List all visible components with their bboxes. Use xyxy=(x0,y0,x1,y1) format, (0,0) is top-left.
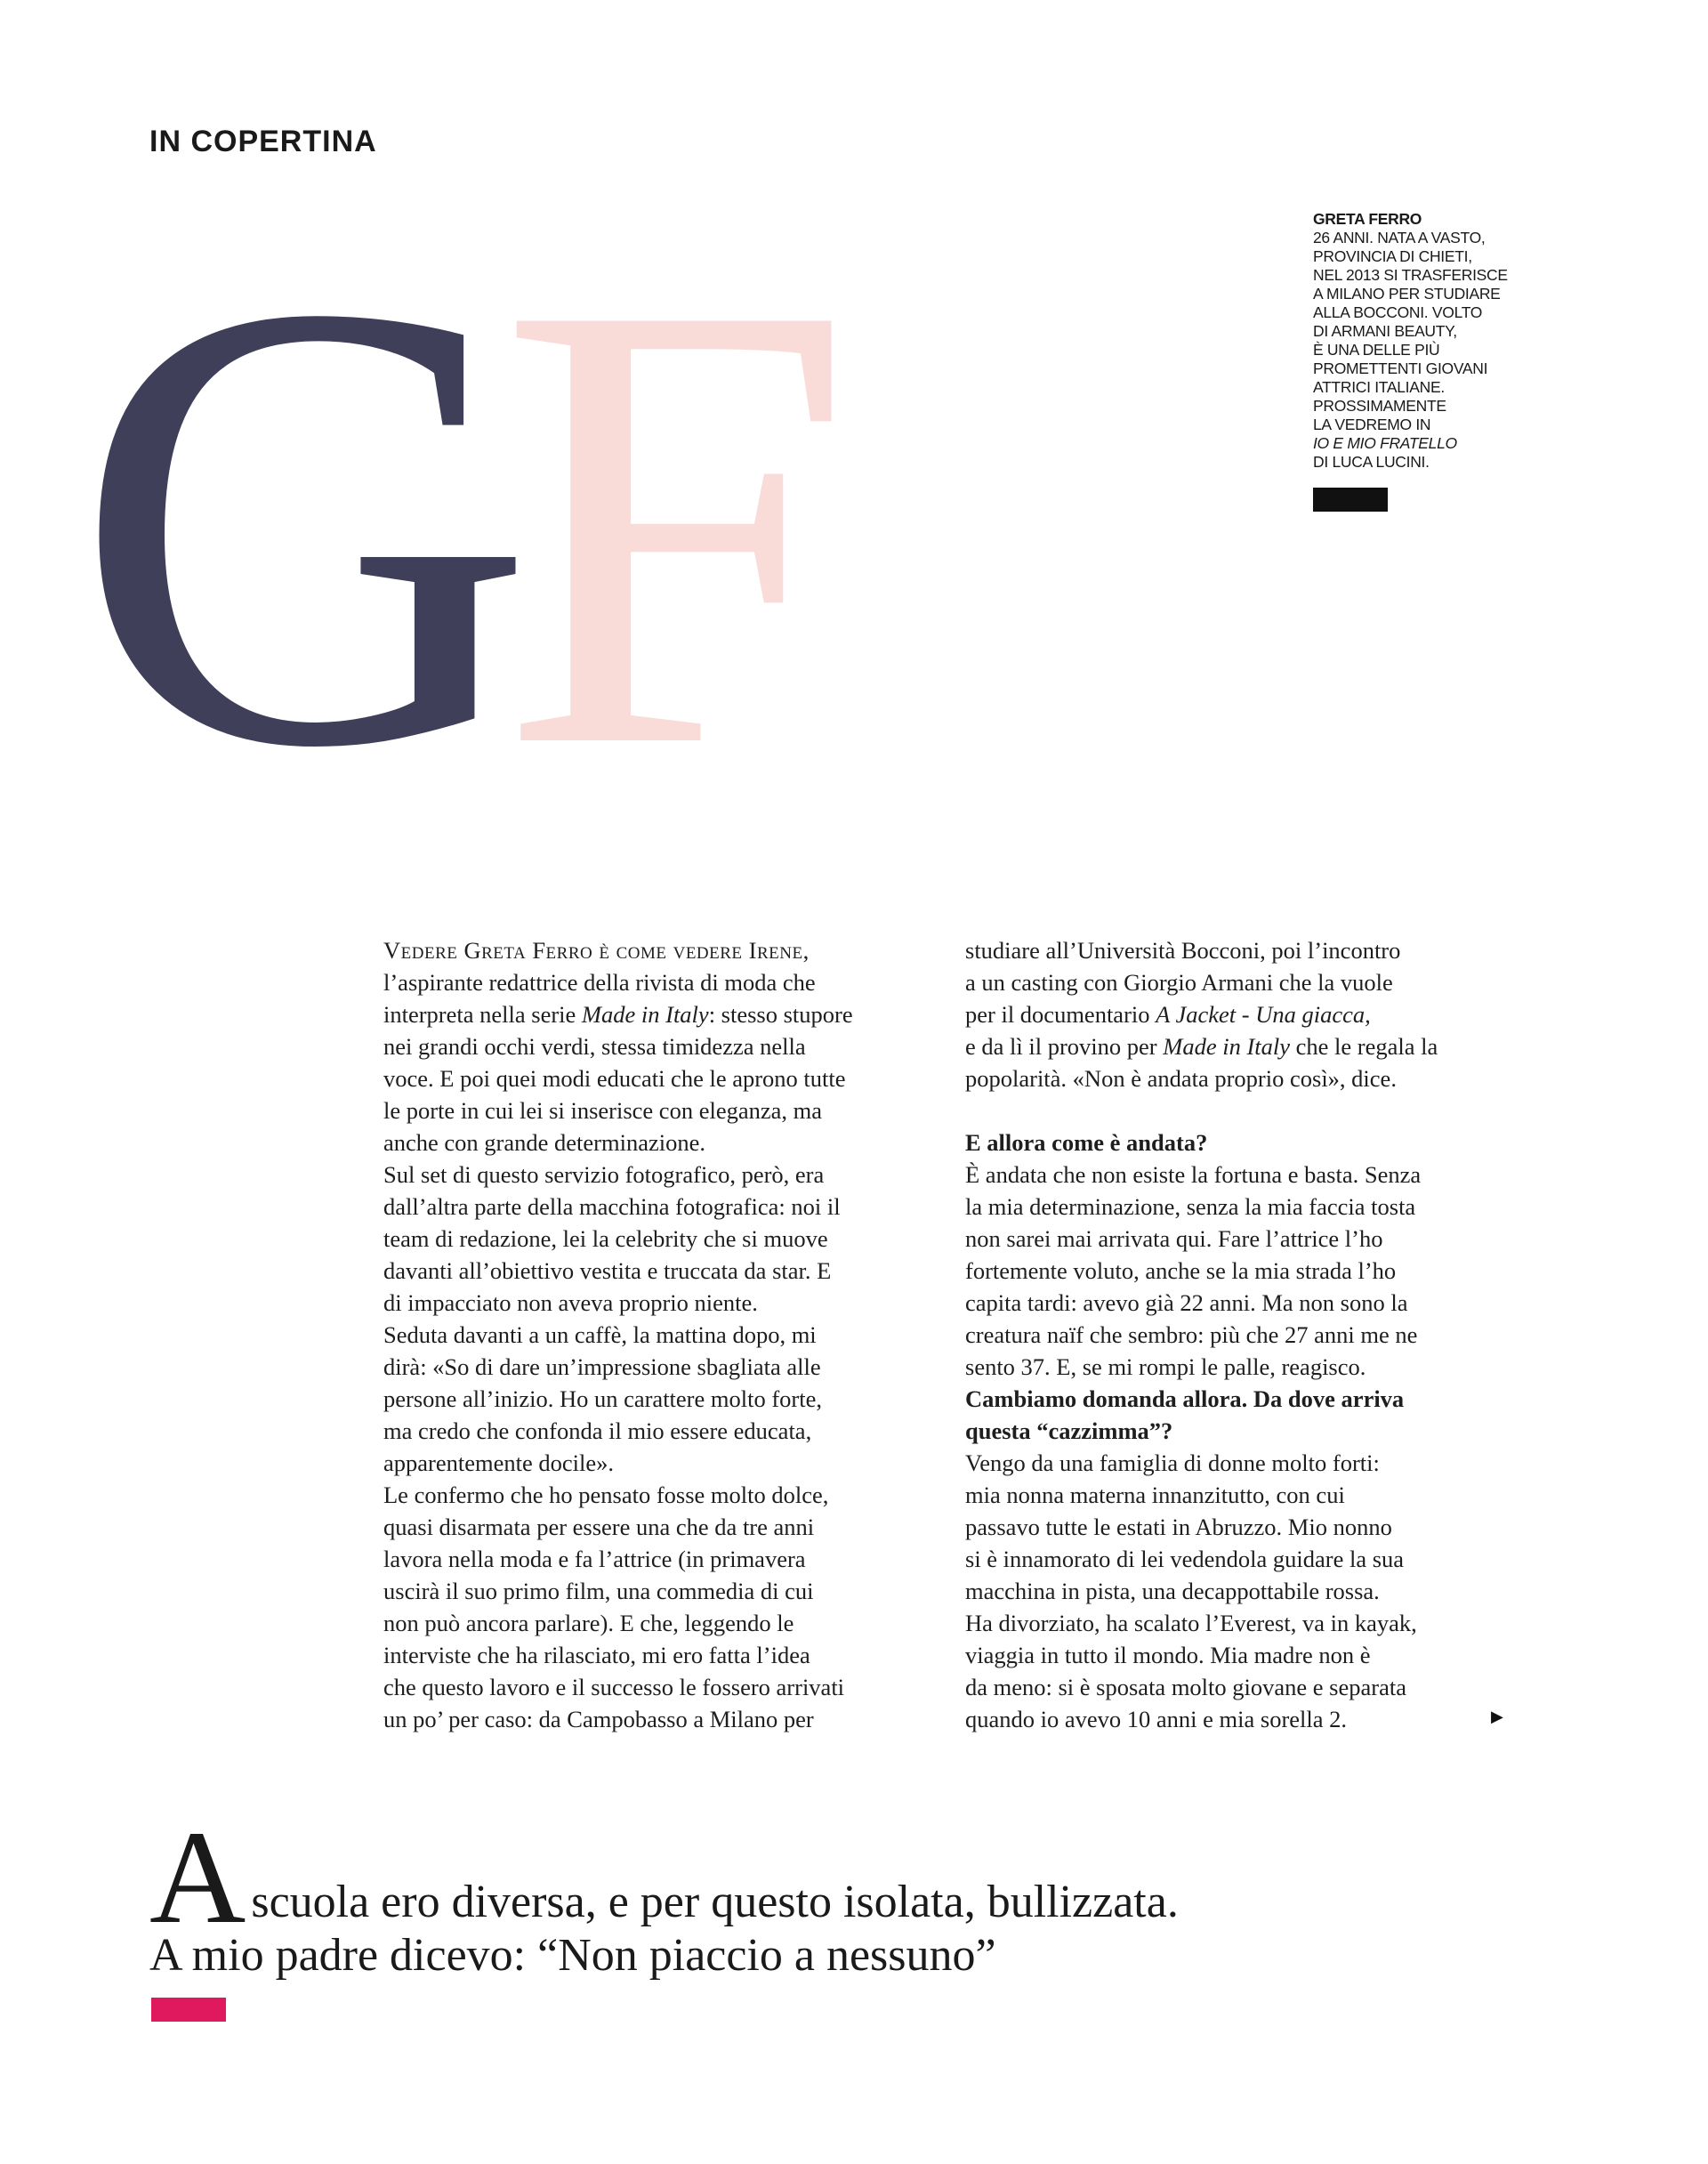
article-line xyxy=(965,998,1517,1030)
profile-line: DI ARMANI BEAUTY, xyxy=(1313,322,1457,340)
gf-monogram xyxy=(0,160,1068,801)
article-lead: Vedere Greta Ferro è come vedere Irene, xyxy=(383,937,810,964)
profile-sidebar xyxy=(1313,210,1527,472)
profile-line: ATTRICI ITALIANE. xyxy=(1313,378,1445,396)
article-line: le porte in cui lei si inserisce con eleganza, ma xyxy=(383,1097,822,1124)
article-text: : stesso stupore xyxy=(708,1001,853,1028)
sidebar-accent-bar xyxy=(1313,488,1388,512)
interview-question xyxy=(965,1383,1517,1415)
article-line: dall’altra parte della macchina fotografica: noi il xyxy=(383,1193,841,1220)
article-line: apparentemente docile». xyxy=(383,1449,614,1476)
article-line: nei grandi occhi verdi, stessa timidezza nella xyxy=(383,1033,806,1060)
article-line: popolarità. «Non è andata proprio così», dice. xyxy=(965,1065,1397,1092)
article-line: dirà: «So di dare un’impressione sbagliata alle xyxy=(383,1353,821,1380)
profile-line: PROSSIMAMENTE xyxy=(1313,397,1446,415)
article-line xyxy=(965,1030,1517,1062)
article-line: l’aspirante redattrice della rivista di moda che xyxy=(383,969,816,996)
article-text: per il documentario xyxy=(965,1001,1156,1028)
article-line: quando io avevo 10 anni e mia sorella 2. xyxy=(965,1706,1348,1732)
article-text: che le regala la xyxy=(1290,1033,1438,1060)
article-line: lavora nella moda e fa l’attrice (in primavera xyxy=(383,1546,806,1572)
article-line: un po’ per caso: da Campobasso a Milano per xyxy=(383,1706,814,1732)
article-line: team di redazione, lei la celebrity che si muove xyxy=(383,1225,828,1252)
section-label: IN COPERTINA xyxy=(149,125,377,158)
article-line: fortemente voluto, anche se la mia strada l’ho xyxy=(965,1257,1397,1284)
article-line: non sarei mai arrivata qui. Fare l’attrice l’ho xyxy=(965,1225,1383,1252)
question-text: questa “cazzimma”? xyxy=(965,1417,1173,1444)
paragraph-gap xyxy=(965,1094,1517,1126)
monogram-letter-f: F xyxy=(498,169,855,801)
article-line: Ha divorziato, ha scalato l’Everest, va in kayak, xyxy=(965,1610,1417,1636)
article-line: sento 37. E, se mi rompi le palle, reagisco. xyxy=(965,1353,1366,1380)
profile-line: A MILANO PER STUDIARE xyxy=(1313,285,1501,303)
article-line: ma credo che confonda il mio essere educata, xyxy=(383,1417,812,1444)
profile-line: NEL 2013 SI TRASFERISCE xyxy=(1313,266,1508,284)
article-line xyxy=(383,998,935,1030)
article-line: creatura naïf che sembro: più che 27 anni me ne xyxy=(965,1321,1418,1348)
article-line: non può ancora parlare). E che, leggendo le xyxy=(383,1610,794,1636)
series-title: Made in Italy xyxy=(1163,1033,1291,1060)
article-line: macchina in pista, una decappottabile rossa. xyxy=(965,1578,1380,1604)
article-line: persone all’inizio. Ho un carattere molto forte, xyxy=(383,1385,823,1412)
article-line: Seduta davanti a un caffè, la mattina dopo, mi xyxy=(383,1321,817,1348)
documentary-title: A Jacket - Una giacca, xyxy=(1156,1001,1371,1028)
profile-line: È UNA DELLE PIÙ xyxy=(1313,341,1440,359)
article-line: Vengo da una famiglia di donne molto forti: xyxy=(965,1449,1380,1476)
profile-line: ALLA BOCCONI. VOLTO xyxy=(1313,303,1483,321)
article-column-right xyxy=(965,934,1517,1735)
pull-quote-line-2: A mio padre dicevo: “Non piaccio a nessuno” xyxy=(149,1930,996,1981)
question-text: E allora come è andata? xyxy=(965,1129,1208,1156)
article-line: davanti all’obiettivo vestita e truccata da star. E xyxy=(383,1257,832,1284)
series-title: Made in Italy xyxy=(581,1001,709,1028)
profile-line: LA VEDREMO IN xyxy=(1313,416,1431,433)
article-line: uscirà il suo primo film, una commedia di cui xyxy=(383,1578,814,1604)
article-line: anche con grande determinazione. xyxy=(383,1129,705,1156)
pull-quote-text: scuola ero diversa, e per questo isolata, bullizzata. xyxy=(251,1877,1179,1927)
profile-film-title: IO E MIO FRATELLO xyxy=(1313,434,1457,452)
profile-director: DI LUCA LUCINI. xyxy=(1313,453,1430,471)
article-line: capita tardi: avevo già 22 anni. Ma non sono la xyxy=(965,1289,1408,1316)
article-line: si è innamorato di lei vedendola guidare la sua xyxy=(965,1546,1405,1572)
question-text: Cambiamo domanda allora. Da dove arriva xyxy=(965,1385,1405,1412)
article-line: interviste che ha rilasciato, mi ero fatta l’idea xyxy=(383,1642,810,1668)
article-line: quasi disarmata per essere una che da tre anni xyxy=(383,1514,815,1540)
profile-name: GRETA FERRO xyxy=(1313,210,1422,228)
article-line: voce. E poi quei modi educati che le aprono tutte xyxy=(383,1065,846,1092)
article-text: e da lì il provino per xyxy=(965,1033,1164,1060)
quote-accent-bar xyxy=(151,1998,226,2022)
article-line: passavo tutte le estati in Abruzzo. Mio nonno xyxy=(965,1514,1392,1540)
pull-quote-drop-cap: A xyxy=(149,1804,246,1951)
article-line: viaggia in tutto il mondo. Mia madre non è xyxy=(965,1642,1371,1668)
pull-quote-line-1 xyxy=(149,1804,1573,1951)
profile-line: 26 ANNI. NATA A VASTO, xyxy=(1313,229,1486,246)
interview-question xyxy=(965,1415,1517,1447)
article-line: a un casting con Giorgio Armani che la vuole xyxy=(965,969,1393,996)
article-line: Le confermo che ho pensato fosse molto dolce, xyxy=(383,1482,829,1508)
article-line: che questo lavoro e il successo le fossero arrivati xyxy=(383,1674,845,1700)
article-text: interpreta nella serie xyxy=(383,1001,582,1028)
article-line: mia nonna materna innanzitutto, con cui xyxy=(965,1482,1345,1508)
profile-line: PROVINCIA DI CHIETI, xyxy=(1313,247,1472,265)
article-line: studiare all’Università Bocconi, poi l’incontro xyxy=(965,937,1401,964)
interview-question xyxy=(965,1126,1517,1159)
continue-arrow-icon: ▶ xyxy=(1491,1708,1503,1726)
article-column-left xyxy=(383,934,935,1735)
pull-quote xyxy=(149,1804,1573,1982)
article-line: da meno: si è sposata molto giovane e separata xyxy=(965,1674,1406,1700)
article-line: la mia determinazione, senza la mia faccia tosta xyxy=(965,1193,1416,1220)
monogram-letter-g: G xyxy=(73,169,536,801)
article-line: Sul set di questo servizio fotografico, però, era xyxy=(383,1161,825,1188)
article-line: È andata che non esiste la fortuna e basta. Senza xyxy=(965,1161,1422,1188)
profile-line: PROMETTENTI GIOVANI xyxy=(1313,359,1488,377)
article-line: di impacciato non aveva proprio niente. xyxy=(383,1289,758,1316)
